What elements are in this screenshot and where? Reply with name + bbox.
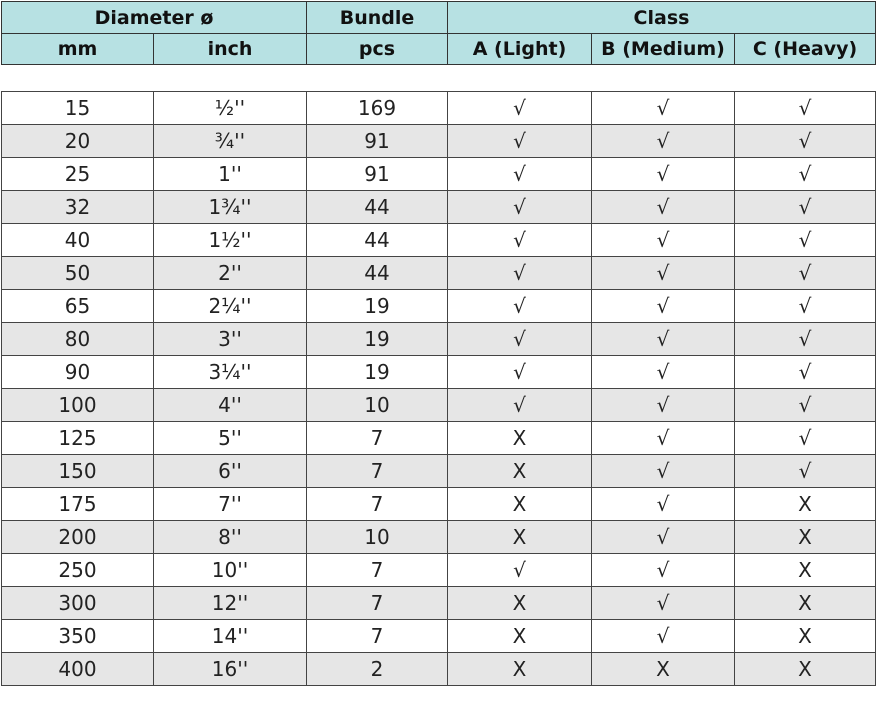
cell-mm: 100: [2, 389, 154, 422]
cell-pcs: 7: [307, 620, 448, 653]
cell-class-b: √: [592, 389, 735, 422]
cell-class-a: √: [448, 125, 592, 158]
cell-inch: 5'': [154, 422, 307, 455]
cell-inch: 1'': [154, 158, 307, 191]
cell-class-b: √: [592, 257, 735, 290]
table-row: [2, 620, 876, 653]
cell-class-b: √: [592, 92, 735, 125]
data-table: [1, 91, 876, 686]
cell-pcs: 7: [307, 554, 448, 587]
table-row: [2, 290, 876, 323]
cell-class-a: √: [448, 290, 592, 323]
table-row: [2, 422, 876, 455]
cell-pcs: 10: [307, 521, 448, 554]
cell-class-b: √: [592, 158, 735, 191]
cell-class-c: X: [735, 587, 876, 620]
cell-inch: 6'': [154, 455, 307, 488]
table-row: [2, 554, 876, 587]
cell-inch: 14'': [154, 620, 307, 653]
cell-class-b: √: [592, 323, 735, 356]
cell-mm: 250: [2, 554, 154, 587]
cell-pcs: 7: [307, 488, 448, 521]
cell-class-a: X: [448, 587, 592, 620]
cell-mm: 90: [2, 356, 154, 389]
cell-inch: 12'': [154, 587, 307, 620]
cell-inch: 8'': [154, 521, 307, 554]
table-row: [2, 653, 876, 686]
cell-mm: 25: [2, 158, 154, 191]
cell-class-c: √: [735, 224, 876, 257]
cell-pcs: 2: [307, 653, 448, 686]
cell-mm: 350: [2, 620, 154, 653]
cell-class-c: √: [735, 389, 876, 422]
cell-inch: 10'': [154, 554, 307, 587]
cell-mm: 300: [2, 587, 154, 620]
cell-pcs: 19: [307, 290, 448, 323]
table-row: [2, 521, 876, 554]
cell-class-b: √: [592, 356, 735, 389]
cell-mm: 200: [2, 521, 154, 554]
header-class-b: B (Medium): [592, 34, 735, 65]
cell-class-b: √: [592, 422, 735, 455]
cell-inch: ¾'': [154, 125, 307, 158]
header-pcs: pcs: [307, 34, 448, 65]
cell-inch: 3'': [154, 323, 307, 356]
header-class-c: C (Heavy): [735, 34, 876, 65]
table-row: [2, 488, 876, 521]
cell-class-a: X: [448, 620, 592, 653]
header-inch: inch: [154, 34, 307, 65]
table-row: [2, 356, 876, 389]
cell-class-a: √: [448, 356, 592, 389]
cell-mm: 125: [2, 422, 154, 455]
cell-pcs: 44: [307, 191, 448, 224]
cell-mm: 32: [2, 191, 154, 224]
cell-class-c: √: [735, 290, 876, 323]
table-row: [2, 191, 876, 224]
cell-class-c: √: [735, 257, 876, 290]
cell-class-c: √: [735, 92, 876, 125]
cell-class-c: √: [735, 323, 876, 356]
cell-pcs: 7: [307, 587, 448, 620]
cell-class-a: √: [448, 323, 592, 356]
cell-class-a: √: [448, 92, 592, 125]
cell-pcs: 91: [307, 125, 448, 158]
header-mm: mm: [2, 34, 154, 65]
cell-class-c: √: [735, 422, 876, 455]
table-row: [2, 389, 876, 422]
cell-mm: 20: [2, 125, 154, 158]
cell-class-a: √: [448, 191, 592, 224]
cell-pcs: 7: [307, 455, 448, 488]
cell-class-b: √: [592, 125, 735, 158]
cell-class-b: √: [592, 191, 735, 224]
cell-class-c: X: [735, 620, 876, 653]
table-row: [2, 158, 876, 191]
cell-class-c: X: [735, 653, 876, 686]
cell-class-a: X: [448, 488, 592, 521]
table-row: [2, 224, 876, 257]
table-row: [2, 323, 876, 356]
table-row: [2, 257, 876, 290]
cell-class-a: √: [448, 224, 592, 257]
cell-class-a: √: [448, 158, 592, 191]
cell-class-b: √: [592, 521, 735, 554]
table-row: [2, 455, 876, 488]
cell-class-c: √: [735, 356, 876, 389]
cell-inch: 1½'': [154, 224, 307, 257]
cell-class-b: √: [592, 488, 735, 521]
cell-class-a: X: [448, 455, 592, 488]
table-row: [2, 92, 876, 125]
table-row: [2, 587, 876, 620]
cell-mm: 15: [2, 92, 154, 125]
cell-inch: 1¾'': [154, 191, 307, 224]
cell-class-c: √: [735, 158, 876, 191]
cell-mm: 65: [2, 290, 154, 323]
header-class-a: A (Light): [448, 34, 592, 65]
cell-mm: 400: [2, 653, 154, 686]
cell-pcs: 91: [307, 158, 448, 191]
cell-pcs: 169: [307, 92, 448, 125]
cell-class-b: X: [592, 653, 735, 686]
cell-pcs: 44: [307, 224, 448, 257]
header-table: [1, 1, 876, 65]
cell-class-a: √: [448, 257, 592, 290]
cell-class-b: √: [592, 587, 735, 620]
cell-mm: 40: [2, 224, 154, 257]
cell-pcs: 19: [307, 323, 448, 356]
cell-pcs: 19: [307, 356, 448, 389]
cell-class-b: √: [592, 224, 735, 257]
cell-class-c: X: [735, 488, 876, 521]
cell-inch: 7'': [154, 488, 307, 521]
cell-pcs: 10: [307, 389, 448, 422]
header-class: Class: [448, 2, 876, 34]
cell-class-b: √: [592, 554, 735, 587]
cell-mm: 80: [2, 323, 154, 356]
cell-inch: ½'': [154, 92, 307, 125]
cell-class-b: √: [592, 455, 735, 488]
cell-inch: 4'': [154, 389, 307, 422]
cell-pcs: 7: [307, 422, 448, 455]
cell-mm: 50: [2, 257, 154, 290]
cell-class-a: √: [448, 554, 592, 587]
cell-class-c: √: [735, 191, 876, 224]
cell-pcs: 44: [307, 257, 448, 290]
cell-inch: 16'': [154, 653, 307, 686]
cell-mm: 150: [2, 455, 154, 488]
cell-inch: 2'': [154, 257, 307, 290]
table-row: [2, 125, 876, 158]
cell-class-c: √: [735, 455, 876, 488]
cell-class-c: √: [735, 125, 876, 158]
cell-class-c: X: [735, 521, 876, 554]
cell-class-c: X: [735, 554, 876, 587]
cell-class-a: √: [448, 389, 592, 422]
header-diameter: Diameter ø: [2, 2, 307, 34]
cell-class-a: X: [448, 521, 592, 554]
cell-class-a: X: [448, 653, 592, 686]
cell-class-b: √: [592, 290, 735, 323]
cell-inch: 2¼'': [154, 290, 307, 323]
cell-inch: 3¼'': [154, 356, 307, 389]
cell-mm: 175: [2, 488, 154, 521]
cell-class-a: X: [448, 422, 592, 455]
cell-class-b: √: [592, 620, 735, 653]
header-bundle: Bundle: [307, 2, 448, 34]
